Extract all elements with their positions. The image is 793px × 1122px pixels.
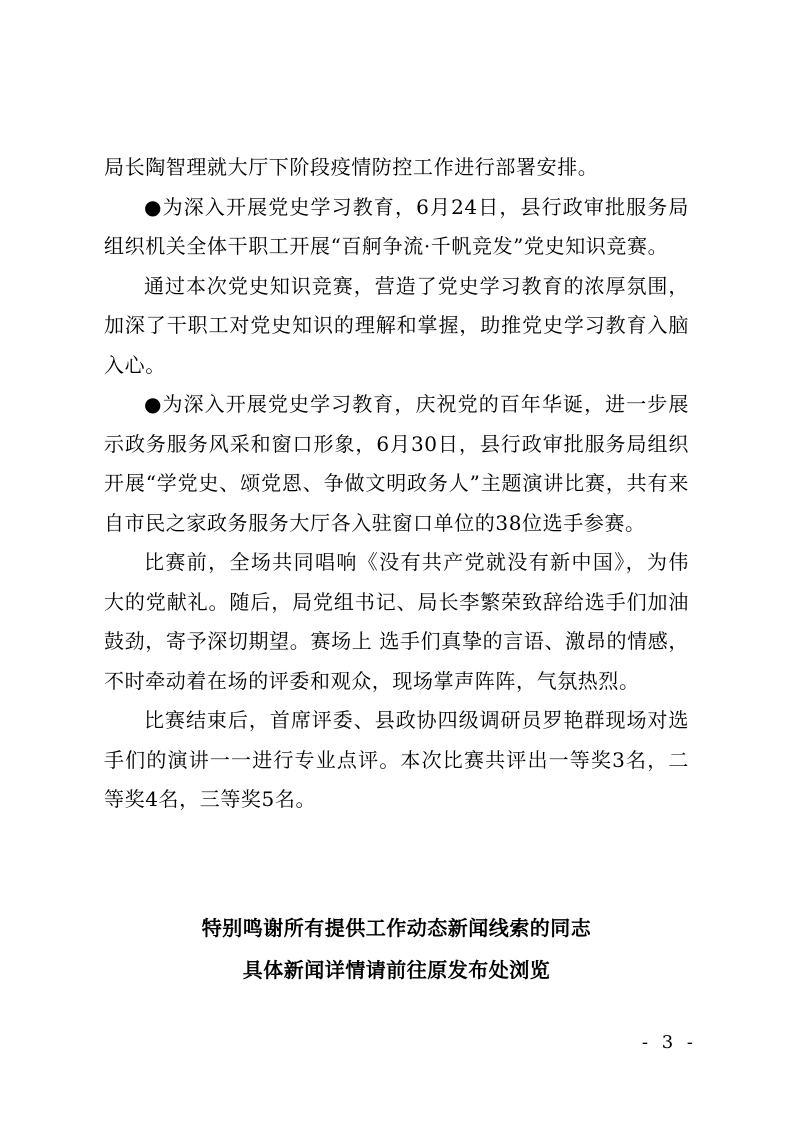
paragraph-3: 通过本次党史知识竞赛，营造了党史学习教育的浓厚氛围，加深了干职工对党史知识的理解和掌握，助推党史学习教育入脑入心。 [104,273,689,377]
document-body [104,148,689,820]
paragraph-6: 比赛结束后，首席评委、县政协四级调研员罗艳群现场对选手们的演讲一一进行专业点评。本次比赛共评出一等奖3名，二等奖4名，三等奖5名。 [104,708,689,811]
source-note: 具体新闻详情请前往原发布处浏览 [242,958,551,982]
paragraph-4: ●为深入开展党史学习教育，庆祝党的百年华诞，进一步展示政务服务风采和窗口形象，6月30日，县行政审批服务局组织开展“学党史、颂党恩、争做文明政务人”主题演讲比赛，共有来自市民之家政务服务大厅各入驻窗口单位的38位选手参赛。 [104,392,689,535]
acknowledgement-note: 特别鸣谢所有提供工作动态新闻线索的同志 [201,916,592,940]
paragraph-5: 比赛前，全场共同唱响《没有共产党就没有新中国》，为伟大的党献礼。随后，局党组书记、局长李繁荣致辞给选手们加油鼓劲，寄予深切期望。赛场上 选手们真挚的言语、激昂的情感，不时牵动着在场的评委和观众，现场掌声阵阵，气氛热烈。 [104,550,689,693]
page-number: - 3 - [641,1032,697,1053]
paragraph-1: 局长陶智理就大厅下阶段疫情防控工作进行部署安排。 [104,155,599,179]
paragraph-2: ●为深入开展党史学习教育，6月24日，县行政审批服务局组织机关全体干职工开展“百舸争流·千帆竞发”党史知识竞赛。 [104,194,689,258]
